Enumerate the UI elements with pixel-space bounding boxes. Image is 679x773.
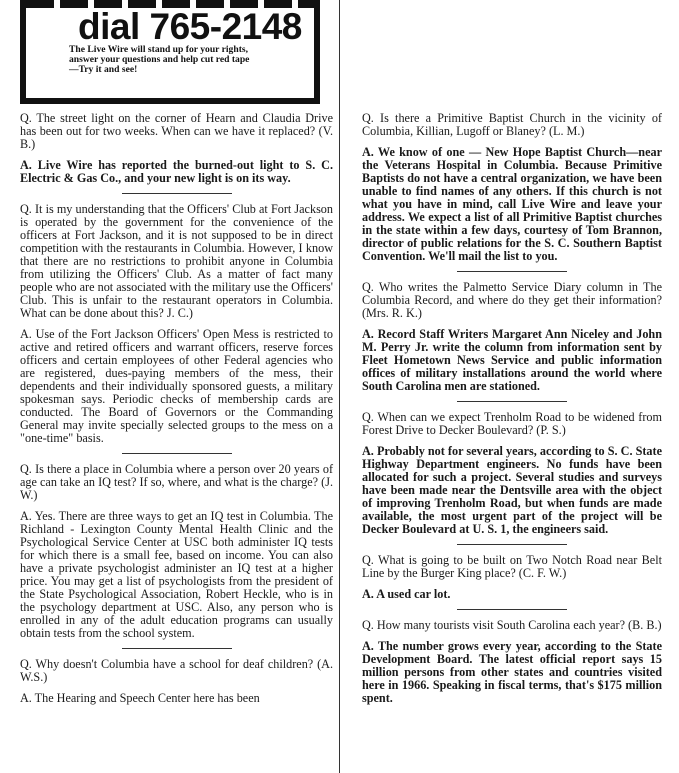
question-paragraph: Q. What is going to be built on Two Notch Road near Belt Line by the Burger King place? (C. F. W.) <box>362 553 662 580</box>
qa-separator <box>457 401 567 402</box>
answer-paragraph: A. Yes. There are three ways to get an IQ test in Columbia. The Richland - Lexington County Mental Health Clinic and the Psychological Service Center at USC both administer IQ tests for which there is a small fee, based on income. You can also have a private psychologist administer an IQ test at a higher price. You may get a list of psychologists from the president of the State Psychological Association, Robert Heckle, who is in the psychology department at USC. Also, any person who is enrolled in any of the adult education programs can usually obtain tests from the school system. <box>20 509 333 640</box>
qa-separator <box>457 609 567 610</box>
column-divider <box>339 0 340 773</box>
header-blurb-line: —Try it and see! <box>69 64 138 75</box>
answer-paragraph: A. Record Staff Writers Margaret Ann Niceley and John M. Perry Jr. write the column from information sent by Fleet Hometown News Service and public information offices of military installations around the world where South Carolina men are stationed. <box>362 327 662 393</box>
right-column <box>362 112 662 705</box>
answer-paragraph: A. A used car lot. <box>362 587 451 601</box>
answer-paragraph: A. We know of one — New Hope Baptist Church—near the Veterans Hospital in Columbia. Because Primitive Baptists do not have a central organization, we have been unable to find names of any others. If this church is not what you have in mind, call Live Wire and leave your address. We expect a list of all Primitive Baptist churches in the state within a few days, courtesy of Tom Brannon, director of public relations for the S. C. Southern Baptist Convention. We'll mail the list to you. <box>362 145 662 263</box>
question-paragraph: Q. The street light on the corner of Hearn and Claudia Drive has been out for two weeks. When can we have it replaced? (V. B.) <box>20 111 333 151</box>
qa-separator <box>457 544 567 545</box>
question-paragraph: Q. It is my understanding that the Officers' Club at Fort Jackson is operated by the government for the convenience of the officers at Fort Jackson, and it is not supposed to be in direct competition with the restaurants in Columbia. However, I know that there are no restrictions to prohibit anyone in Columbia from utilizing the Officers' Club. As a matter of fact many people who are not associated with the military use the Officers' Club. This is unfair to the restaurant operators in Columbia. What can be done about this? J. C.) <box>20 202 333 320</box>
header-phone-title: dial 765-2148 <box>78 6 302 47</box>
question-paragraph: Q. Why doesn't Columbia have a school for deaf children? (A. W.S.) <box>20 657 333 684</box>
qa-separator <box>122 193 232 194</box>
question-paragraph: Q. Who writes the Palmetto Service Diary column in The Columbia Record, and where do they get their information? (Mrs. R. K.) <box>362 280 662 320</box>
answer-paragraph: A. Use of the Fort Jackson Officers' Open Mess is restricted to active and retired officers and warrant officers, reserve forces officers and certain employees of other Federal agencies who are registered, dues-paying members of the mess, their dependents and their individually sponsored guests, a military spokesman says. Periodic checks of membership cards are conducted. The Board of Governors or the Commanding General may invite specially selected groups to the mess on a "one-time" basis. <box>20 327 333 445</box>
question-paragraph: Q. Is there a place in Columbia where a person over 20 years of age can take an IQ test? If so, where, and what is the charge? (J. W.) <box>20 462 333 502</box>
question-paragraph: Q. When can we expect Trenholm Road to be widened from Forest Drive to Decker Boulevard? (P. S.) <box>362 410 662 437</box>
answer-paragraph: A. The Hearing and Speech Center here has been <box>20 691 260 705</box>
header-blurb-line: answer your questions and help cut red tape <box>69 54 250 65</box>
left-column <box>20 112 333 705</box>
question-paragraph: Q. How many tourists visit South Carolina each year? (B. B.) <box>362 618 662 632</box>
qa-separator <box>457 271 567 272</box>
answer-paragraph: A. The number grows every year, according to the State Development Board. The latest official report says 15 million persons from other states and countries visited here in 1966. Speaking in fiscal terms, that's $175 million spent. <box>362 639 662 705</box>
qa-separator <box>122 648 232 649</box>
qa-separator <box>122 453 232 454</box>
answer-paragraph: A. Live Wire has reported the burned-out light to S. C. Electric & Gas Co., and your new light is on its way. <box>20 158 333 185</box>
answer-paragraph: A. Probably not for several years, according to S. C. State Highway Department engineers. No funds have been allocated for such a project. Several studies and surveys have been made near the Dentsville area with the object of improving Trenholm Road, but when funds are made available, the most urgent part of the project will be Decker Boulevard at U. S. 1, the engineers said. <box>362 444 662 536</box>
header-blurb-line: The Live Wire will stand up for your rights, <box>69 44 249 55</box>
header-blurb <box>69 45 309 75</box>
live-wire-header-box <box>20 0 320 104</box>
question-paragraph: Q. Is there a Primitive Baptist Church in the vicinity of Columbia, Killian, Lugoff or Blaney? (L. M.) <box>362 111 662 138</box>
